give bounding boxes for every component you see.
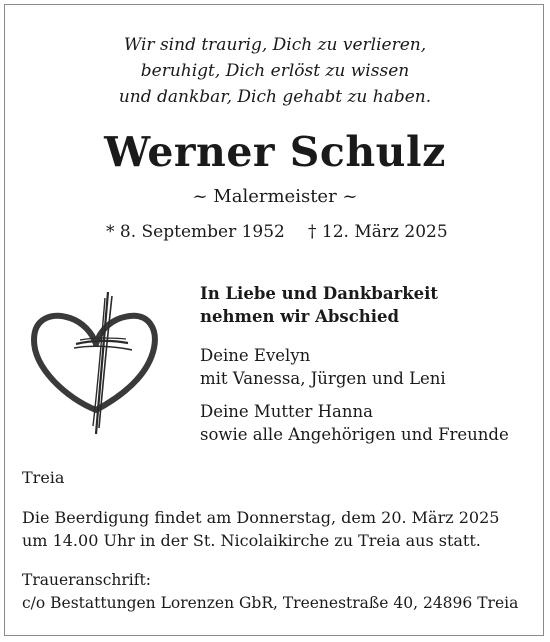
- farewell-text: [200, 282, 545, 328]
- mourning-address: [22, 569, 518, 615]
- poem-line-2: beruhigt, Dich erlöst zu wissen: [140, 61, 410, 81]
- deceased-name: Werner Schulz: [104, 128, 446, 176]
- death-date: † 12. März 2025: [308, 222, 448, 242]
- life-dates: [106, 222, 466, 242]
- poem-line-1: Wir sind traurig, Dich zu verlieren,: [123, 35, 427, 55]
- family-group-1: [200, 344, 545, 390]
- poem-line-3: und dankbar, Dich gehabt zu haben.: [118, 87, 432, 107]
- farewell-line-1: In Liebe und Dankbarkeit: [200, 284, 439, 303]
- funeral-line-1: Die Beerdigung findet am Donnerstag, dem 20. März 2025: [22, 508, 500, 527]
- address-label: Traueranschrift:: [22, 571, 151, 589]
- funeral-line-2: um 14.00 Uhr in der St. Nicolaikirche zu Treia aus statt.: [22, 531, 481, 550]
- birth-date: * 8. September 1952: [106, 222, 285, 242]
- family-block: [200, 282, 545, 446]
- deceased-profession: ~ Malermeister ~: [192, 186, 358, 207]
- family-line-4: sowie alle Angehörigen und Freunde: [200, 425, 509, 444]
- funeral-info: [22, 506, 499, 552]
- place-name: Treia: [22, 468, 65, 487]
- family-line-3: Deine Mutter Hanna: [200, 402, 373, 421]
- farewell-line-2: nehmen wir Abschied: [200, 307, 400, 326]
- address-line: c/o Bestattungen Lorenzen GbR, Treenestraße 40, 24896 Treia: [22, 594, 519, 612]
- heart-with-cross-icon: [26, 288, 166, 438]
- poem: [0, 32, 550, 110]
- family-line-2: mit Vanessa, Jürgen und Leni: [200, 369, 446, 388]
- family-group-2: [200, 400, 545, 446]
- family-line-1: Deine Evelyn: [200, 346, 311, 365]
